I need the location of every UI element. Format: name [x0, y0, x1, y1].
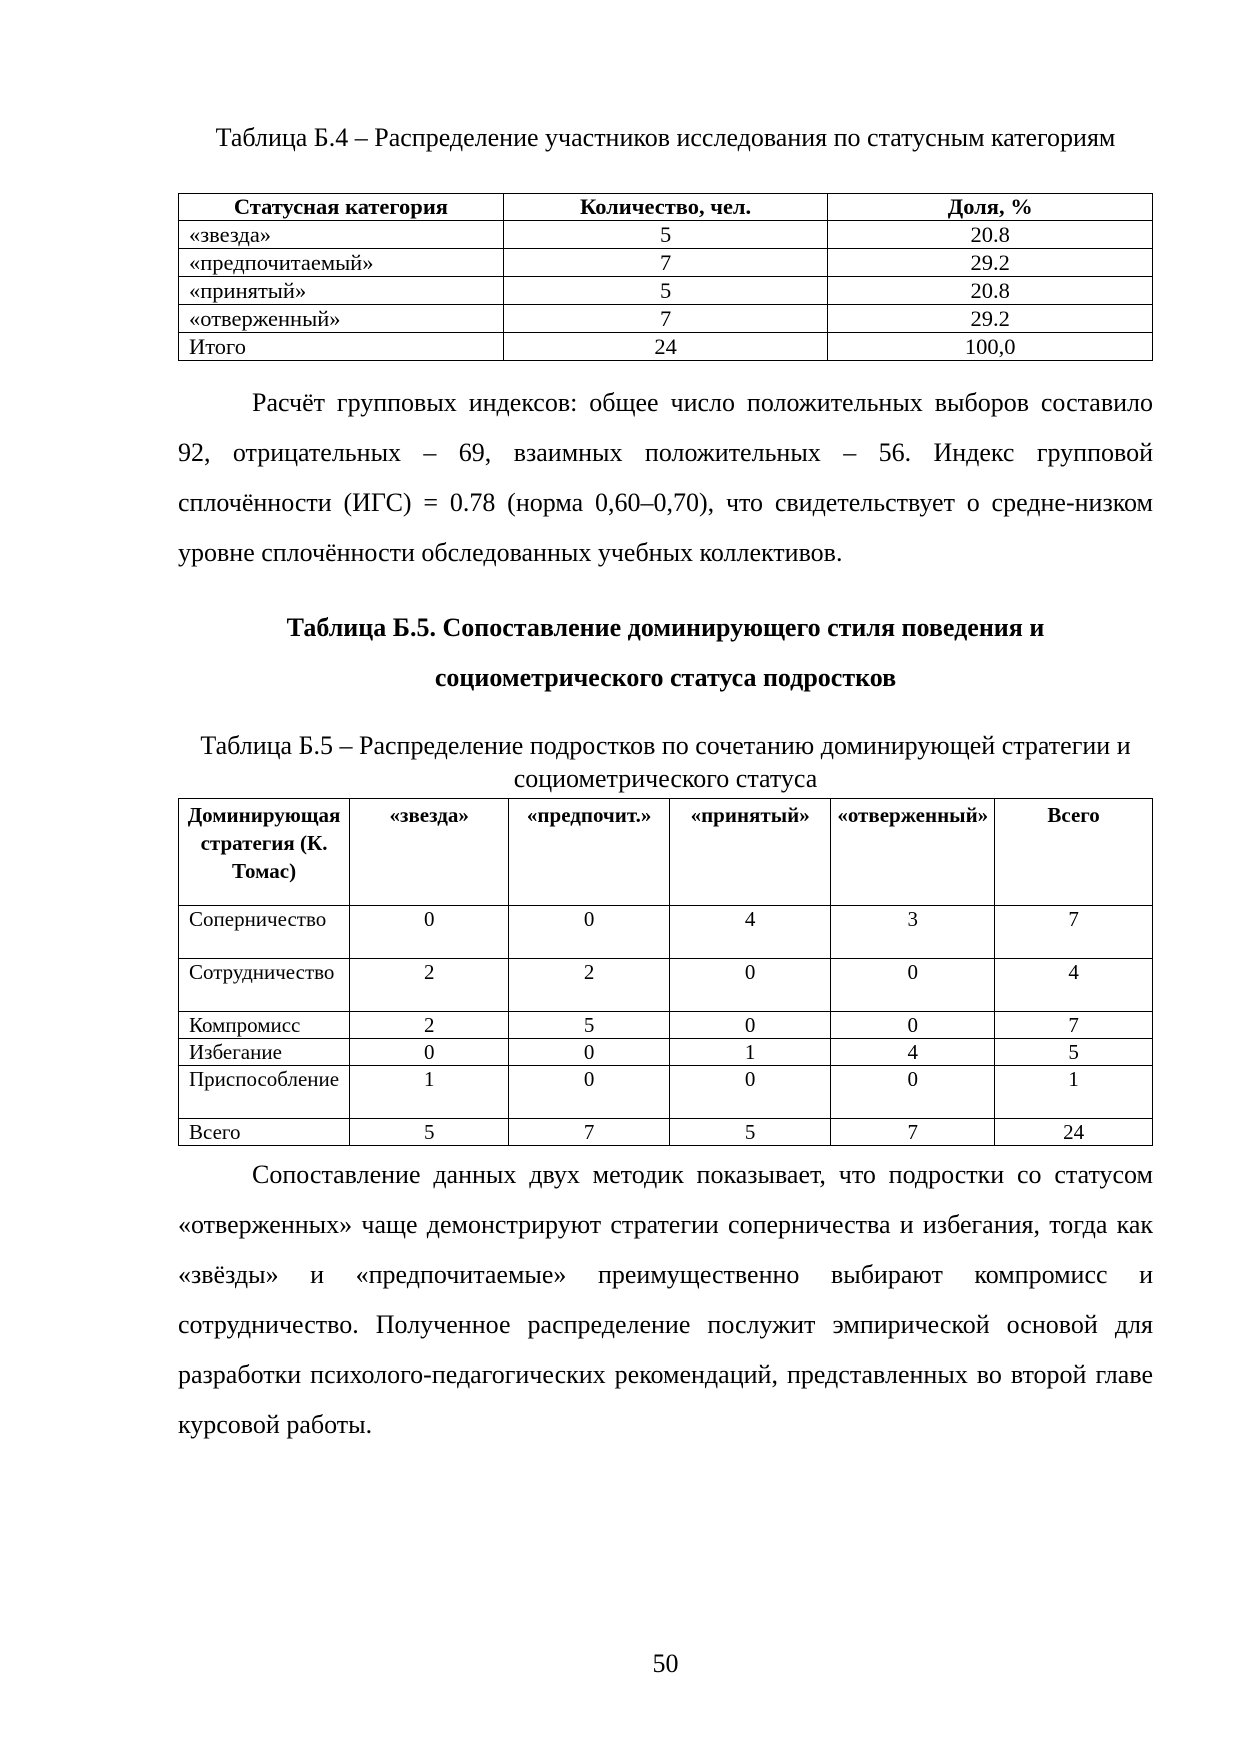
cell-value: 4: [831, 1039, 995, 1066]
cell-value: 2: [350, 1012, 509, 1039]
table-row: [179, 249, 1153, 277]
cell-count: 5: [503, 277, 828, 305]
header-status-category: Статусная категория: [179, 194, 504, 221]
table-header-row: [179, 799, 1153, 906]
cell-value: 5: [509, 1012, 670, 1039]
table-header-row: [179, 194, 1153, 221]
cell-total: 7: [995, 1012, 1153, 1039]
cell-strategy: Избегание: [179, 1039, 350, 1066]
cell-value: 0: [669, 1012, 830, 1039]
table-row: [179, 959, 1153, 1012]
table5-caption: Таблица Б.5 – Распределение подростков по сочетанию доминирующей стратегии и социометрического статуса: [200, 731, 1131, 793]
cell-strategy: Компромисс: [179, 1012, 350, 1039]
table-row: [179, 1066, 1153, 1119]
header-star: «звезда»: [350, 799, 509, 906]
cell-value: 0: [350, 906, 509, 959]
cell-strategy: Приспособление: [179, 1066, 350, 1119]
cell-value: 0: [831, 1012, 995, 1039]
page-number: 50: [652, 1649, 679, 1678]
cell-strategy: Соперничество: [179, 906, 350, 959]
cell-value: 0: [669, 1066, 830, 1119]
cell-count: 7: [503, 305, 828, 333]
status-category-table: [178, 193, 1153, 361]
cell-value: 2: [350, 959, 509, 1012]
table-row: [179, 277, 1153, 305]
header-accepted: «принятый»: [669, 799, 830, 906]
cell-count: 5: [503, 221, 828, 249]
cell-value: 1: [350, 1066, 509, 1119]
cell-share: 29.2: [828, 305, 1153, 333]
cell-share: 100,0: [828, 333, 1153, 361]
cell-total: 7: [995, 906, 1153, 959]
header-total: Всего: [995, 799, 1153, 906]
cell-share: 20.8: [828, 221, 1153, 249]
cell-category: «отверженный»: [179, 305, 504, 333]
cell-strategy: Сотрудничество: [179, 959, 350, 1012]
table-row: [179, 1012, 1153, 1039]
cell-value: 2: [509, 959, 670, 1012]
cell-value: 1: [669, 1039, 830, 1066]
table-row: [179, 221, 1153, 249]
cell-value: 7: [831, 1119, 995, 1146]
header-strategy: Доминирующая стратегия (К. Томас): [179, 799, 350, 906]
cell-count: 7: [503, 249, 828, 277]
cell-value: 4: [669, 906, 830, 959]
cell-total: 5: [995, 1039, 1153, 1066]
cell-category: «принятый»: [179, 277, 504, 305]
table-total-row: [179, 1119, 1153, 1146]
section-heading: Таблица Б.5. Сопоставление доминирующего стиля поведения и социометрического статуса подростков: [286, 613, 1045, 692]
cell-value: 0: [350, 1039, 509, 1066]
cell-value: 0: [509, 1039, 670, 1066]
cell-category: «звезда»: [179, 221, 504, 249]
cell-total: 24: [995, 1119, 1153, 1146]
table-total-row: [179, 333, 1153, 361]
table4-caption: Таблица Б.4 – Распределение участников исследования по статусным категориям: [215, 123, 1116, 152]
cell-strategy: Всего: [179, 1119, 350, 1146]
cell-value: 0: [509, 906, 670, 959]
cell-category: «предпочитаемый»: [179, 249, 504, 277]
strategy-status-table: [178, 798, 1153, 1146]
cell-value: 3: [831, 906, 995, 959]
paragraph-group-indices: Расчёт групповых индексов: общее число положительных выборов составило 92, отрицательных – 69, взаимных положительных – 56. Индекс групповой сплочённости (ИГС) = 0.78 (норма 0,60–0,70), что свидетельствует о средне-низком уровне сплочённости обследованных учебных коллективов.: [178, 388, 1153, 567]
cell-count: 24: [503, 333, 828, 361]
cell-category: Итого: [179, 333, 504, 361]
cell-value: 0: [831, 1066, 995, 1119]
header-rejected: «отверженный»: [831, 799, 995, 906]
cell-share: 29.2: [828, 249, 1153, 277]
header-share: Доля, %: [828, 194, 1153, 221]
cell-value: 7: [509, 1119, 670, 1146]
cell-value: 5: [350, 1119, 509, 1146]
cell-total: 4: [995, 959, 1153, 1012]
cell-total: 1: [995, 1066, 1153, 1119]
table-row: [179, 906, 1153, 959]
cell-value: 0: [509, 1066, 670, 1119]
table-row: [179, 1039, 1153, 1066]
cell-share: 20.8: [828, 277, 1153, 305]
header-count: Количество, чел.: [503, 194, 828, 221]
cell-value: 0: [669, 959, 830, 1012]
header-preferred: «предпочит.»: [509, 799, 670, 906]
table-row: [179, 305, 1153, 333]
cell-value: 0: [831, 959, 995, 1012]
paragraph-comparison: Сопоставление данных двух методик показывает, что подростки со статусом «отверженных» чаще демонстрируют стратегии соперничества и избегания, тогда как «звёзды» и «предпочитаемые» преимущественно выбирают компромисс и сотрудничество. Полученное распределение послужит эмпирической основой для разработки психолого-педагогических рекомендаций, представленных во второй главе курсовой работы.: [178, 1160, 1153, 1439]
cell-value: 5: [669, 1119, 830, 1146]
